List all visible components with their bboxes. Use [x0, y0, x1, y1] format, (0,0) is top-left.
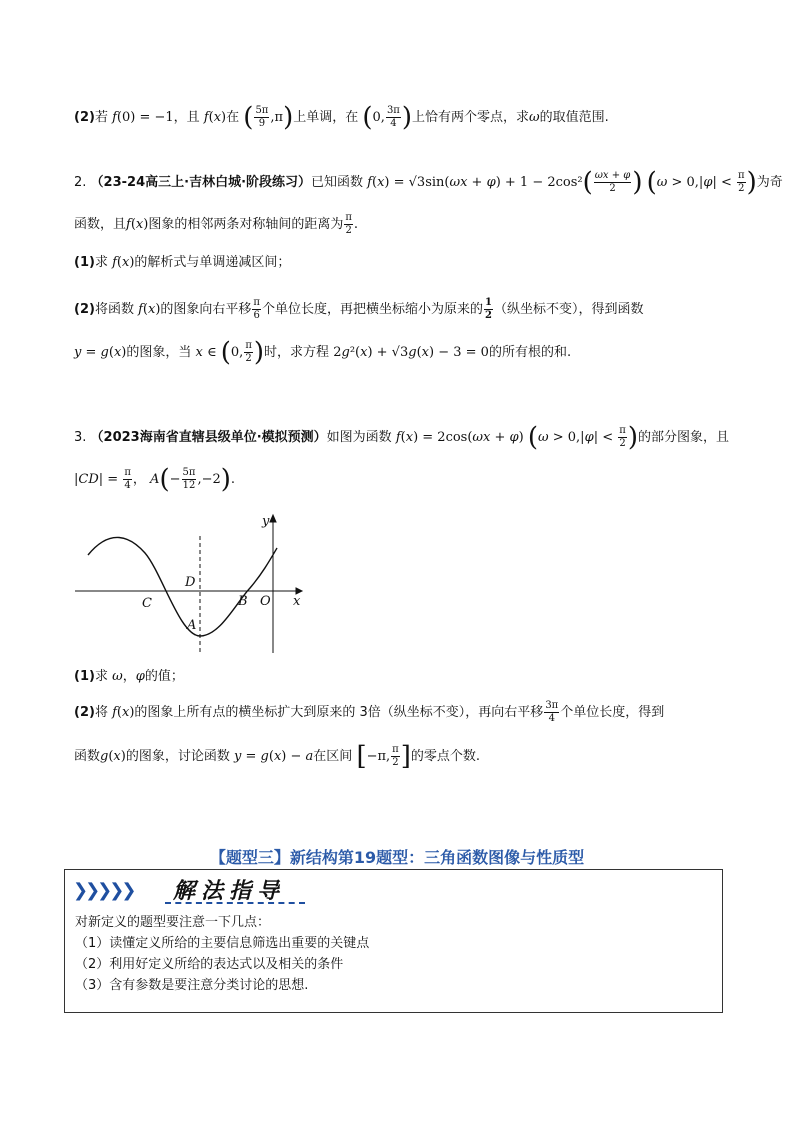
q3-part1: (1)求 ω，φ的值；	[74, 669, 184, 684]
q1-text-d: 上单调，在	[293, 110, 359, 125]
q3-part1-label: (1)	[74, 669, 95, 684]
label-O: O	[260, 594, 271, 609]
q3-p1-text: 求	[94, 669, 108, 684]
q3-part2-line2: 函数g(x)的图象，讨论函数 y = g(x) − a在区间 [−π, $\frac{\pi}{2}$ ]的零点个数.	[74, 741, 481, 772]
q2-line2-a: 函数，且	[74, 217, 127, 232]
label-C: C	[142, 596, 152, 611]
label-A: A	[187, 618, 197, 633]
q2-line2-b: 图象的相邻两条对称轴间的距离为	[148, 217, 344, 232]
q3-p1-tail: 的值；	[144, 669, 184, 684]
method-label: 解法指导	[173, 878, 286, 904]
q2-p2-f: 时，求方程	[264, 345, 330, 360]
q3-p2-b: 的图象上所有点的横坐标扩大到原来的 3倍（纵坐标不变），再向右平移	[134, 705, 544, 720]
q2-part2-label: (2)	[74, 302, 95, 317]
method-item: （2）利用好定义所给的表达式以及相关的条件	[75, 957, 344, 972]
q2-p1-a: 求	[94, 255, 108, 270]
q1-part2: (2)若 f(0) = −1，且 f(x)在 ( $\frac{5\pi}{9}$ ,π)上单调，在 (0, $\frac{3\pi}{4}$ )上恰有两个零点，求ω的取值范围.	[74, 102, 609, 133]
q3-p2-d: 函数	[74, 749, 101, 764]
q2-cond-tail: 为奇	[756, 175, 783, 190]
q2-stem-line1: 2. （23-24高三上·吉林白城·阶段练习）已知函数 f(x) = √3sin(ωx + φ) + 1 − 2cos²( $\frac{\omega x + \varphi}{2}$ ) (ω > 0,|φ| < $\frac{\pi}{2}$ )为奇	[74, 167, 783, 198]
q2-p2-c: 个单位长度，再把横坐标缩小为原来的	[262, 302, 484, 317]
q3-p2-e: 的图象，讨论函数	[125, 749, 230, 764]
q1-text-b: ，且	[173, 110, 200, 125]
q2-part2-line1: (2)将函数 f(x)的图象向右平移 $\frac{\pi}{6}$ 个单位长度，再把横坐标缩小为原来的 $\frac{1}{2}$ （纵坐标不变），得到函数	[74, 297, 644, 321]
q1-part2-label: (2)	[74, 110, 95, 125]
q3-part2-label: (2)	[74, 705, 95, 720]
q3-stem-line1: 3. （2023海南省直辖县级单位·模拟预测）如图为函数 f(x) = 2cos(ωx + φ) (ω > 0,|φ| < $\frac{\pi}{2}$ )的部分图象，且	[74, 422, 729, 453]
method-item: （3）含有参数是要注意分类讨论的思想.	[75, 978, 309, 993]
q3-p2-c: 个单位长度，得到	[560, 705, 665, 720]
q3-stem-line2: |CD| = $\frac{\pi}{4}$ ， A(− $\frac{5\pi}{12}$ ,−2).	[74, 464, 236, 495]
q2-p2-g: 的所有根的和.	[488, 345, 572, 360]
cosine-curve	[88, 537, 277, 636]
q1-text-c: 在	[226, 110, 240, 125]
y-axis-arrow	[270, 515, 276, 522]
q2-intro: 已知函数	[311, 175, 364, 190]
section-title: 【题型三】新结构第19题型：三角函数图像与性质型	[209, 848, 585, 867]
q2-part1: (1)求 f(x)的解析式与单调递减区间；	[74, 255, 291, 270]
q1-text-f: 的取值范围.	[539, 110, 609, 125]
q3-number: 3.	[74, 430, 87, 445]
q3-p2-a: 将	[94, 705, 108, 720]
q2-number: 2.	[74, 175, 87, 190]
formula-f0: f	[112, 110, 117, 125]
q2-p2-b: 的图象向右平移	[160, 302, 252, 317]
q2-stem-line2: 函数，且f(x)图象的相邻两条对称轴间的距离为 $\frac{\pi}{2}$ .	[74, 212, 359, 236]
label-D: D	[185, 575, 196, 590]
q3-p2-f: 在区间	[313, 749, 353, 764]
method-underline	[165, 902, 305, 904]
q3-source: （2023海南省直辖县级单位·模拟预测）	[90, 430, 327, 445]
method-intro: 对新定义的题型要注意一下几点：	[75, 915, 271, 930]
method-item: （1）读懂定义所给的主要信息筛选出重要的关键点	[75, 936, 370, 951]
label-y: y	[262, 514, 270, 529]
q3-intro: 如图为函数	[326, 430, 392, 445]
q2-p2-a: 将函数	[94, 302, 134, 317]
q3-tail: 的部分图象，且	[637, 430, 729, 445]
chevron-arrows-icon: ❯❯❯❯❯	[73, 880, 134, 901]
q1-text-e: 上恰有两个零点，求	[412, 110, 530, 125]
q2-p2-e: 的图象，当	[126, 345, 192, 360]
q2-part2-line2: y = g(x)的图象，当 x ∈ (0, $\frac{\pi}{2}$ )时，求方程 2g²(x) + √3g(x) − 3 = 0的所有根的和.	[74, 337, 572, 368]
q1-text-a: 若	[94, 110, 108, 125]
label-B: B	[238, 594, 248, 609]
q2-source: （23-24高三上·吉林白城·阶段练习）	[90, 175, 312, 190]
q3-part2-line1: (2)将 f(x)的图象上所有点的横坐标扩大到原来的 3倍（纵坐标不变），再向右平移 $\frac{3\pi}{4}$ 个单位长度，得到	[74, 700, 665, 724]
label-x: x	[293, 594, 301, 609]
q2-p1-b: 的解析式与单调递减区间；	[134, 255, 291, 270]
q3-p2-g: 的零点个数.	[410, 749, 481, 764]
method-guide-box	[64, 869, 723, 1013]
q2-p2-d: （纵坐标不变），得到函数	[493, 302, 644, 317]
q3-graph	[70, 508, 310, 658]
q2-part1-label: (1)	[74, 255, 95, 270]
